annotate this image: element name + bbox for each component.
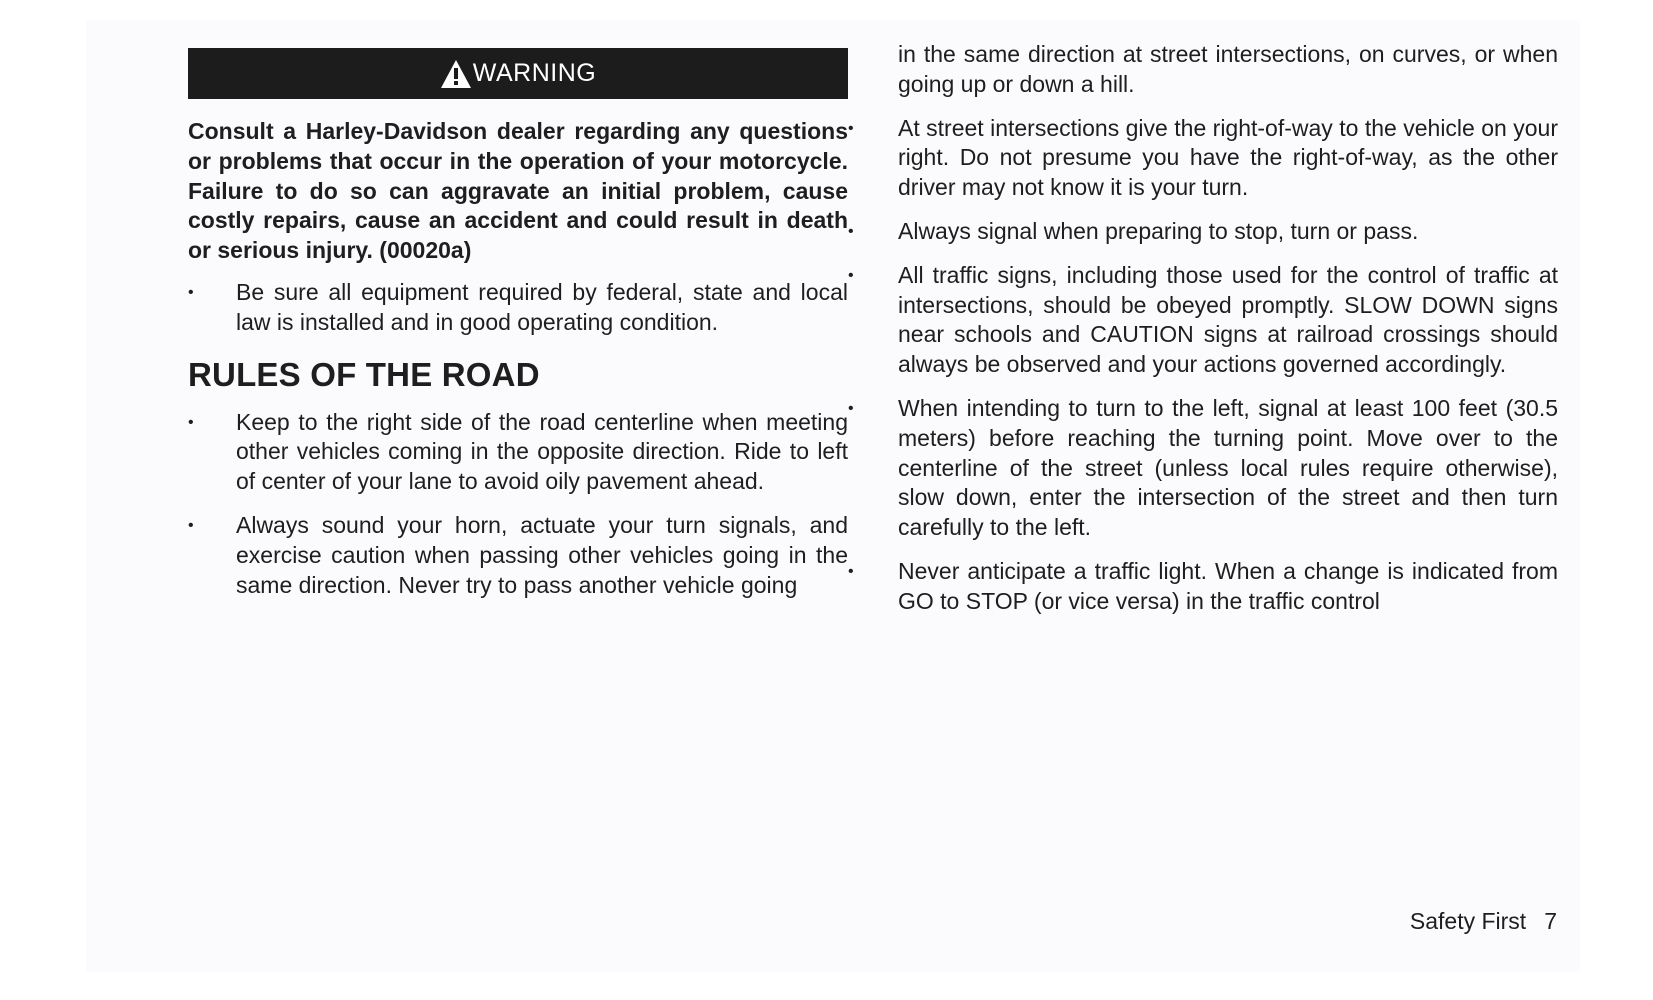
- bullet-icon: •: [188, 283, 194, 301]
- warning-banner: [188, 48, 848, 99]
- list-item: [848, 217, 1558, 247]
- bullet-icon: •: [848, 119, 854, 137]
- list-item-text: When intending to turn to the left, signal at least 100 feet (30.5 meters) before reaching the turning point. Move over to the centerline of the street (unless local rules require otherwise), slow down, enter the intersection of the street and then turn carefully to the left.: [898, 394, 1558, 541]
- list-item-text: Always signal when preparing to stop, turn or pass.: [898, 217, 1419, 244]
- section-heading: RULES OF THE ROAD: [188, 355, 540, 393]
- bullet-icon: •: [848, 266, 854, 284]
- list-item: [188, 408, 848, 497]
- list-item: [848, 557, 1558, 617]
- bullet-icon: •: [188, 516, 194, 534]
- bullet-icon: •: [188, 413, 194, 431]
- footer-section-title: Safety First: [1409, 908, 1527, 934]
- list-item-text: Always sound your horn, actuate your turn signals, and exercise caution when passing other vehicles going in the same direction. Never try to pass another vehicle going: [236, 511, 848, 598]
- list-item-text: At street intersections give the right-of-way to the vehicle on your right. Do not presume you have the right-of-way, as the other driver may not know it is your turn.: [898, 114, 1558, 201]
- list-item-text: All traffic signs, including those used for the control of traffic at intersections, should be obeyed promptly. SLOW DOWN signs near schools and CAUTION signs at railroad crossings should always be observed and your actions governed accordingly.: [898, 261, 1558, 378]
- bullet-icon: •: [848, 399, 854, 417]
- list-item-text: Never anticipate a traffic light. When a change is indicated from GO to STOP (or vice versa) in the traffic control: [898, 557, 1558, 614]
- bullet-icon: •: [848, 222, 854, 240]
- list-item-text: Be sure all equipment required by federal, state and local law is installed and in good operating condition.: [236, 278, 848, 335]
- page-number: 7: [1544, 908, 1557, 934]
- continued-text: in the same direction at street intersections, on curves, or when going up or down a hill.: [898, 41, 1558, 97]
- list-item: [848, 394, 1558, 543]
- list-item: [848, 261, 1558, 380]
- right-column: [848, 40, 1558, 631]
- warning-triangle-icon: [440, 59, 472, 89]
- page-footer: [1410, 908, 1557, 935]
- list-item: [848, 114, 1558, 203]
- list-item: [188, 278, 848, 338]
- list-item: [188, 511, 848, 600]
- warning-text: Consult a Harley-Davidson dealer regarding any questions or problems that occur in the operation of your motorcycle. Failure to do so can aggravate an initial problem, cause costly repairs, cause an accident and could result in death or serious injury. (00020a): [188, 118, 848, 264]
- left-column: [188, 48, 848, 614]
- bullet-icon: •: [848, 562, 854, 580]
- warning-label: WARNING: [472, 59, 597, 87]
- list-item-text: Keep to the right side of the road centerline when meeting other vehicles coming in the opposite direction. Ride to left of center of your lane to avoid oily pavement ahead.: [236, 408, 848, 495]
